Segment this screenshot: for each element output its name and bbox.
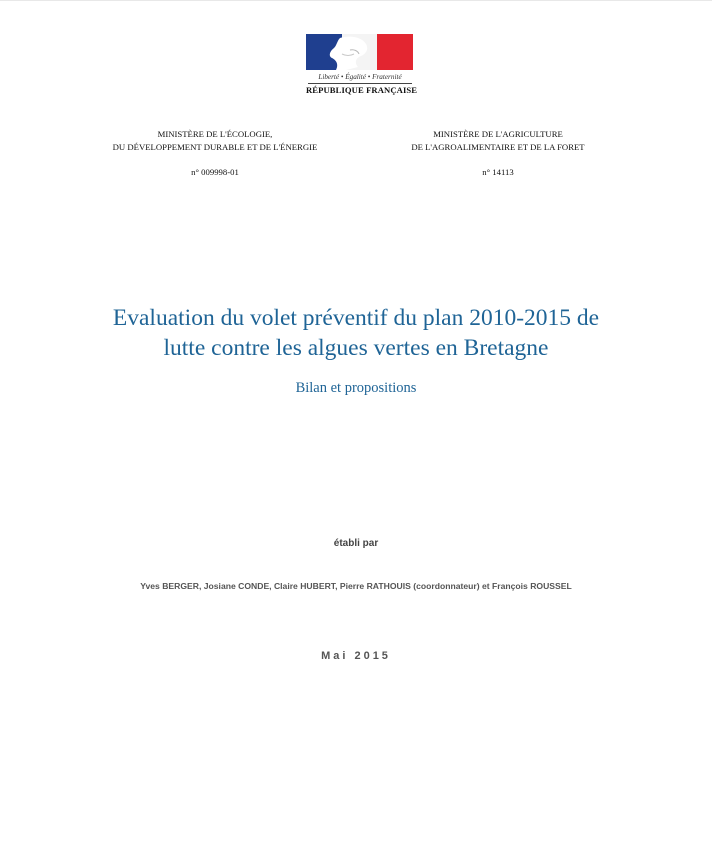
report-title-line2: lutte contre les algues vertes en Bretagne bbox=[163, 335, 549, 361]
ministry-agriculture-line1: MINISTÈRE DE L'AGRICULTURE bbox=[433, 129, 563, 139]
marianne-logo bbox=[306, 34, 418, 95]
ministry-ecology-line2: DU DÉVELOPPEMENT DURABLE ET DE L'ÉNERGIE bbox=[112, 142, 318, 152]
ministry-ecology-number: n° 009998-01 bbox=[191, 167, 239, 177]
report-title bbox=[40, 303, 672, 363]
report-date: Mai 2015 bbox=[321, 650, 391, 662]
ministry-ecology bbox=[90, 128, 340, 179]
ministry-agriculture bbox=[373, 128, 623, 179]
ministry-agriculture-line2: DE L'AGROALIMENTAIRE ET DE LA FORET bbox=[411, 142, 585, 152]
ministry-agriculture-number: n° 14113 bbox=[482, 167, 514, 177]
authors-list: Yves BERGER, Josiane CONDE, Claire HUBERT, Pierre RATHOUIS (coordonnateur) et François ROUSSEL bbox=[140, 581, 572, 591]
established-by-label: établi par bbox=[333, 538, 379, 549]
report-title-line1: Evaluation du volet préventif du plan 2010-2015 de bbox=[112, 305, 600, 331]
marianne-flag-icon bbox=[306, 34, 413, 70]
page-top-border bbox=[0, 0, 712, 1]
ministry-ecology-line1: MINISTÈRE DE L'ÉCOLOGIE, bbox=[157, 129, 273, 139]
republic-name: RÉPUBLIQUE FRANÇAISE bbox=[306, 85, 418, 95]
logo-divider bbox=[308, 83, 412, 84]
republic-motto: Liberté • Égalité • Fraternité bbox=[318, 73, 402, 81]
report-subtitle: Bilan et propositions bbox=[295, 380, 417, 396]
